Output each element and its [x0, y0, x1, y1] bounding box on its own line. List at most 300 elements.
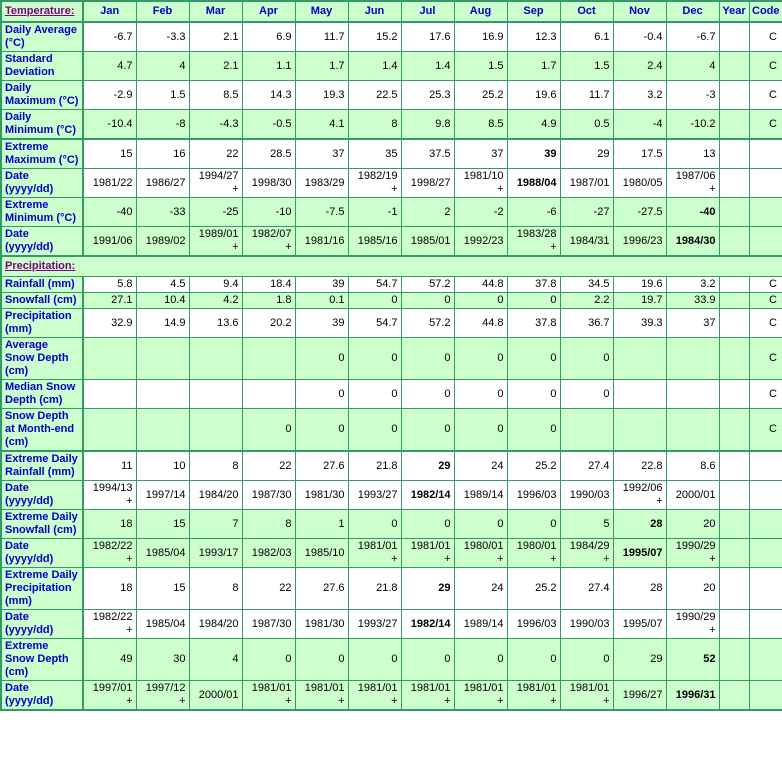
row-label: Precipitation (mm)	[1, 309, 83, 338]
data-cell: 1993/27	[348, 610, 401, 639]
year-cell	[719, 110, 749, 140]
data-cell: 4	[189, 639, 242, 681]
data-cell: 1989/01+	[189, 227, 242, 257]
data-cell: 19.6	[613, 277, 666, 293]
data-cell: 19.7	[613, 293, 666, 309]
data-cell: 1985/04	[136, 610, 189, 639]
table-row	[1, 568, 782, 610]
data-cell: 0	[560, 639, 613, 681]
row-label: Date (yyyy/dd)	[1, 169, 83, 198]
data-cell: 1982/19+	[348, 169, 401, 198]
table-row	[1, 139, 782, 169]
data-cell: 22.5	[348, 81, 401, 110]
data-cell: 37	[454, 139, 507, 169]
data-cell: 18	[83, 568, 136, 610]
month-header-jun: Jun	[348, 1, 401, 22]
data-cell: 20.2	[242, 309, 295, 338]
data-cell: 28.5	[242, 139, 295, 169]
data-cell: 8.6	[666, 451, 719, 481]
row-label: Average Snow Depth (cm)	[1, 338, 83, 380]
data-cell: 0	[560, 380, 613, 409]
data-cell: 1994/27+	[189, 169, 242, 198]
table-row	[1, 539, 782, 568]
code-cell	[749, 169, 782, 198]
table-row	[1, 22, 782, 52]
data-cell: 1981/01+	[242, 681, 295, 711]
month-header-feb: Feb	[136, 1, 189, 22]
data-cell: 39	[295, 309, 348, 338]
data-cell: 0.5	[560, 110, 613, 140]
data-cell: 1997/01+	[83, 681, 136, 711]
temperature-section-header	[1, 1, 83, 22]
data-cell: 4.1	[295, 110, 348, 140]
code-cell: C	[749, 81, 782, 110]
data-cell: 10	[136, 451, 189, 481]
data-cell	[613, 338, 666, 380]
data-cell: 28	[613, 568, 666, 610]
data-cell: 0	[401, 338, 454, 380]
data-cell: 8.5	[189, 81, 242, 110]
data-cell: 25.3	[401, 81, 454, 110]
data-cell: 17.6	[401, 22, 454, 52]
data-cell: 37	[666, 309, 719, 338]
data-cell: 1982/14	[401, 610, 454, 639]
data-cell	[189, 338, 242, 380]
data-cell: 33.9	[666, 293, 719, 309]
data-cell: 29	[401, 451, 454, 481]
data-cell: -3	[666, 81, 719, 110]
row-label: Date (yyyy/dd)	[1, 227, 83, 257]
data-cell: 2000/01	[666, 481, 719, 510]
month-header-mar: Mar	[189, 1, 242, 22]
data-cell: 39.3	[613, 309, 666, 338]
data-cell: 19.6	[507, 81, 560, 110]
data-cell: -4	[613, 110, 666, 140]
data-cell: 1.7	[507, 52, 560, 81]
data-cell: 37.5	[401, 139, 454, 169]
code-cell: C	[749, 22, 782, 52]
data-cell: 1	[295, 510, 348, 539]
year-cell	[719, 681, 749, 711]
table-row	[1, 610, 782, 639]
data-cell: 1981/01+	[401, 539, 454, 568]
month-header-apr: Apr	[242, 1, 295, 22]
temperature-section-label[interactable]: Temperature:	[5, 5, 75, 17]
data-cell: 13	[666, 139, 719, 169]
data-cell: 2.1	[189, 22, 242, 52]
year-cell	[719, 380, 749, 409]
data-cell: 27.4	[560, 451, 613, 481]
data-cell: -40	[666, 198, 719, 227]
data-cell: 1.5	[136, 81, 189, 110]
data-cell: 0	[401, 510, 454, 539]
data-cell: 8.5	[454, 110, 507, 140]
data-cell	[189, 409, 242, 452]
data-cell	[83, 409, 136, 452]
table-row	[1, 380, 782, 409]
year-cell	[719, 277, 749, 293]
data-cell: 0	[348, 338, 401, 380]
data-cell: -1	[348, 198, 401, 227]
data-cell: 1995/07	[613, 610, 666, 639]
code-cell: C	[749, 380, 782, 409]
data-cell: 1984/20	[189, 610, 242, 639]
table-row	[1, 198, 782, 227]
data-cell: 22	[189, 139, 242, 169]
data-cell: 2000/01	[189, 681, 242, 711]
data-cell: 0	[454, 639, 507, 681]
data-cell: 1981/01+	[295, 681, 348, 711]
month-header-nov: Nov	[613, 1, 666, 22]
data-cell: 1980/01+	[507, 539, 560, 568]
data-cell: 19.3	[295, 81, 348, 110]
data-cell: -25	[189, 198, 242, 227]
data-cell: 18	[83, 510, 136, 539]
data-cell: 1982/03	[242, 539, 295, 568]
data-cell: 1984/30	[666, 227, 719, 257]
data-cell: 1992/23	[454, 227, 507, 257]
data-cell: 11	[83, 451, 136, 481]
data-cell: 36.7	[560, 309, 613, 338]
data-cell: 4	[666, 52, 719, 81]
data-cell: 29	[560, 139, 613, 169]
data-cell: 52	[666, 639, 719, 681]
data-cell: 0	[507, 639, 560, 681]
data-cell: -10	[242, 198, 295, 227]
data-cell: 7	[189, 510, 242, 539]
data-cell	[613, 409, 666, 452]
year-cell	[719, 568, 749, 610]
data-cell: -10.4	[83, 110, 136, 140]
data-cell: 0	[454, 338, 507, 380]
table-row	[1, 309, 782, 338]
data-cell: -2.9	[83, 81, 136, 110]
table-row	[1, 639, 782, 681]
code-cell	[749, 139, 782, 169]
year-cell	[719, 451, 749, 481]
code-cell	[749, 568, 782, 610]
data-cell: 15	[136, 510, 189, 539]
header-row	[1, 1, 782, 22]
year-cell	[719, 639, 749, 681]
code-cell	[749, 639, 782, 681]
data-cell: 17.5	[613, 139, 666, 169]
data-cell: 4	[136, 52, 189, 81]
data-cell: 0.1	[295, 293, 348, 309]
data-cell: 1981/10+	[454, 169, 507, 198]
data-cell: 0	[454, 380, 507, 409]
row-label: Snow Depth at Month-end (cm)	[1, 409, 83, 452]
data-cell: -10.2	[666, 110, 719, 140]
data-cell: 57.2	[401, 309, 454, 338]
data-cell: 0	[507, 338, 560, 380]
code-cell: C	[749, 110, 782, 140]
data-cell: 10.4	[136, 293, 189, 309]
year-cell	[719, 309, 749, 338]
data-cell: 1998/27	[401, 169, 454, 198]
data-cell: 0	[295, 338, 348, 380]
data-cell: 3.2	[666, 277, 719, 293]
data-cell: 1990/03	[560, 610, 613, 639]
month-header-oct: Oct	[560, 1, 613, 22]
data-cell: 1.4	[401, 52, 454, 81]
row-label: Date (yyyy/dd)	[1, 539, 83, 568]
data-cell: 1981/30	[295, 610, 348, 639]
row-label: Date (yyyy/dd)	[1, 481, 83, 510]
data-cell: 1981/22	[83, 169, 136, 198]
data-cell: 1985/01	[401, 227, 454, 257]
data-cell: 25.2	[454, 81, 507, 110]
data-cell: 1989/02	[136, 227, 189, 257]
year-cell	[719, 610, 749, 639]
data-cell: -3.3	[136, 22, 189, 52]
data-cell: 54.7	[348, 309, 401, 338]
data-cell: 1.1	[242, 52, 295, 81]
data-cell: 27.4	[560, 568, 613, 610]
data-cell: -8	[136, 110, 189, 140]
data-cell	[666, 380, 719, 409]
code-cell	[749, 227, 782, 257]
data-cell: 1981/30	[295, 481, 348, 510]
data-cell: 1991/06	[83, 227, 136, 257]
year-cell	[719, 169, 749, 198]
data-cell: 1981/01+	[560, 681, 613, 711]
table-row	[1, 338, 782, 380]
precipitation-section-label[interactable]: Precipitation:	[5, 260, 76, 272]
data-cell: 1994/13+	[83, 481, 136, 510]
data-cell: 27.6	[295, 568, 348, 610]
year-cell	[719, 293, 749, 309]
data-cell: 15.2	[348, 22, 401, 52]
row-label: Daily Average (°C)	[1, 22, 83, 52]
data-cell	[666, 338, 719, 380]
table-row	[1, 277, 782, 293]
data-cell: 1980/01+	[454, 539, 507, 568]
data-cell: 0	[507, 380, 560, 409]
row-label: Date (yyyy/dd)	[1, 610, 83, 639]
code-cell: C	[749, 338, 782, 380]
data-cell: 0	[454, 510, 507, 539]
data-cell: 9.8	[401, 110, 454, 140]
data-cell: 11.7	[295, 22, 348, 52]
data-cell: 3.2	[613, 81, 666, 110]
table-row	[1, 451, 782, 481]
data-cell: 1987/30	[242, 610, 295, 639]
data-cell: 25.2	[507, 451, 560, 481]
data-cell: -6.7	[666, 22, 719, 52]
data-cell: 1981/16	[295, 227, 348, 257]
code-cell	[749, 198, 782, 227]
data-cell: 1986/27	[136, 169, 189, 198]
data-cell: 0	[348, 639, 401, 681]
data-cell: 1985/04	[136, 539, 189, 568]
row-label: Median Snow Depth (cm)	[1, 380, 83, 409]
data-cell: 2	[401, 198, 454, 227]
year-cell	[719, 198, 749, 227]
row-label: Extreme Daily Precipitation (mm)	[1, 568, 83, 610]
data-cell: 1981/01+	[348, 681, 401, 711]
year-cell	[719, 227, 749, 257]
data-cell: 1995/07	[613, 539, 666, 568]
data-cell: 8	[242, 510, 295, 539]
year-cell	[719, 22, 749, 52]
data-cell: 22	[242, 568, 295, 610]
data-cell: 44.8	[454, 277, 507, 293]
table-row	[1, 293, 782, 309]
data-cell: 0	[348, 293, 401, 309]
data-cell: 1988/04	[507, 169, 560, 198]
data-cell: -7.5	[295, 198, 348, 227]
data-cell: 1984/29+	[560, 539, 613, 568]
year-cell	[719, 52, 749, 81]
month-header-aug: Aug	[454, 1, 507, 22]
data-cell: 2.1	[189, 52, 242, 81]
data-cell: 1984/20	[189, 481, 242, 510]
data-cell: 0	[242, 409, 295, 452]
data-cell: 1983/29	[295, 169, 348, 198]
month-header-jan: Jan	[83, 1, 136, 22]
data-cell: 22.8	[613, 451, 666, 481]
data-cell: 1.7	[295, 52, 348, 81]
data-cell: 1985/16	[348, 227, 401, 257]
data-cell	[136, 338, 189, 380]
data-cell: 34.5	[560, 277, 613, 293]
data-cell: 4.7	[83, 52, 136, 81]
data-cell: 0	[295, 639, 348, 681]
code-cell	[749, 451, 782, 481]
row-label: Extreme Daily Rainfall (mm)	[1, 451, 83, 481]
data-cell: 21.8	[348, 451, 401, 481]
year-header: Year	[719, 1, 749, 22]
data-cell: 1996/03	[507, 481, 560, 510]
row-label: Rainfall (mm)	[1, 277, 83, 293]
code-cell	[749, 510, 782, 539]
code-cell: C	[749, 409, 782, 452]
data-cell: 0	[348, 510, 401, 539]
precipitation-band-row	[1, 256, 782, 277]
year-cell	[719, 139, 749, 169]
data-cell	[136, 380, 189, 409]
data-cell: 0	[242, 639, 295, 681]
data-cell: 1987/30	[242, 481, 295, 510]
data-cell: 37.8	[507, 277, 560, 293]
data-cell: 30	[136, 639, 189, 681]
data-cell: 13.6	[189, 309, 242, 338]
data-cell: 1981/01+	[507, 681, 560, 711]
data-cell: 18.4	[242, 277, 295, 293]
data-cell: 1985/10	[295, 539, 348, 568]
data-cell: 1989/14	[454, 610, 507, 639]
data-cell: 35	[348, 139, 401, 169]
data-cell: 0	[454, 293, 507, 309]
code-cell	[749, 681, 782, 711]
data-cell: 1990/29+	[666, 539, 719, 568]
data-cell	[83, 338, 136, 380]
data-cell: 44.8	[454, 309, 507, 338]
precipitation-band-cell	[1, 256, 782, 277]
data-cell: 1997/14	[136, 481, 189, 510]
data-cell: 1993/17	[189, 539, 242, 568]
data-cell: 14.9	[136, 309, 189, 338]
data-cell: 8	[189, 568, 242, 610]
data-cell: 20	[666, 568, 719, 610]
data-cell: 11.7	[560, 81, 613, 110]
row-label: Extreme Snow Depth (cm)	[1, 639, 83, 681]
table-row	[1, 681, 782, 711]
table-row	[1, 510, 782, 539]
data-cell: 0	[348, 380, 401, 409]
data-cell: 1992/06+	[613, 481, 666, 510]
data-cell: 1984/31	[560, 227, 613, 257]
row-label: Standard Deviation	[1, 52, 83, 81]
month-header-dec: Dec	[666, 1, 719, 22]
data-cell: 1981/01+	[401, 681, 454, 711]
data-cell	[613, 380, 666, 409]
data-cell: 4.5	[136, 277, 189, 293]
data-cell: 54.7	[348, 277, 401, 293]
data-cell: 8	[348, 110, 401, 140]
data-cell: 29	[401, 568, 454, 610]
year-cell	[719, 539, 749, 568]
data-cell: 0	[454, 409, 507, 452]
data-cell: 0	[401, 380, 454, 409]
data-cell: 24	[454, 451, 507, 481]
row-label: Date (yyyy/dd)	[1, 681, 83, 711]
data-cell: 16	[136, 139, 189, 169]
data-cell: 37	[295, 139, 348, 169]
data-cell: 1981/01+	[348, 539, 401, 568]
data-cell: -6	[507, 198, 560, 227]
data-cell: 32.9	[83, 309, 136, 338]
row-label: Extreme Daily Snowfall (cm)	[1, 510, 83, 539]
data-cell: 1990/29+	[666, 610, 719, 639]
data-cell	[666, 409, 719, 452]
data-cell: -27	[560, 198, 613, 227]
data-cell	[189, 380, 242, 409]
data-cell: -33	[136, 198, 189, 227]
data-cell: 15	[136, 568, 189, 610]
data-cell: 5.8	[83, 277, 136, 293]
data-cell: 1.4	[348, 52, 401, 81]
data-cell: 28	[613, 510, 666, 539]
data-cell: 39	[295, 277, 348, 293]
row-label: Daily Minimum (°C)	[1, 110, 83, 140]
data-cell: 0	[401, 409, 454, 452]
data-cell: 57.2	[401, 277, 454, 293]
data-cell	[83, 380, 136, 409]
data-cell: 1982/22+	[83, 539, 136, 568]
data-cell: 0	[295, 409, 348, 452]
year-cell	[719, 481, 749, 510]
data-cell: 1981/01+	[454, 681, 507, 711]
data-cell: 1993/27	[348, 481, 401, 510]
year-cell	[719, 409, 749, 452]
data-cell: 5	[560, 510, 613, 539]
data-cell: 6.1	[560, 22, 613, 52]
data-cell: 1997/12+	[136, 681, 189, 711]
row-label: Extreme Minimum (°C)	[1, 198, 83, 227]
data-cell: 39	[507, 139, 560, 169]
table-row	[1, 169, 782, 198]
data-cell: 1990/03	[560, 481, 613, 510]
data-cell: 0	[507, 510, 560, 539]
table-row	[1, 227, 782, 257]
code-cell	[749, 481, 782, 510]
data-cell: 20	[666, 510, 719, 539]
year-cell	[719, 510, 749, 539]
data-cell	[242, 338, 295, 380]
data-cell: 49	[83, 639, 136, 681]
